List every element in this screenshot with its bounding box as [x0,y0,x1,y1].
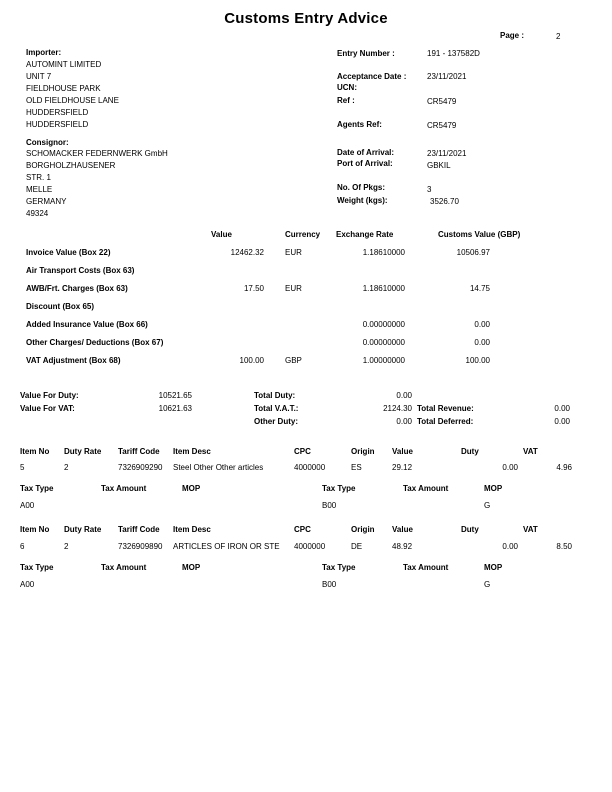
address-line: HUDDERSFIELD [26,120,89,129]
item-header-cpc: CPC [294,525,311,534]
value-for-duty: 10521.65 [158,391,192,400]
item-origin: ES [351,463,362,472]
no-pkgs: 3 [427,185,432,194]
item-header-origin: Origin [351,525,375,534]
row-customs-value: 0.00 [474,320,490,329]
acceptance-date: 23/11/2021 [427,72,467,81]
item-tariff-code: 7326909290 [118,463,163,472]
item-cpc: 4000000 [294,463,326,472]
address-line: STR. 1 [26,173,51,182]
row-customs-value: 0.00 [474,338,490,347]
item-desc: Steel Other Other articles [173,463,264,472]
consignor-address [26,148,168,220]
item-duty-rate: 2 [64,463,69,472]
tax-header-type: Tax Type [322,563,356,572]
total-deferred: 0.00 [554,417,570,426]
item-vat: 8.50 [556,542,572,551]
row-label: Invoice Value (Box 22) [26,248,111,257]
document-title: Customs Entry Advice [224,10,388,27]
item-duty: 0.00 [502,463,518,472]
item-header-item-desc: Item Desc [173,447,211,456]
header-customs-value: Customs Value (GBP) [438,230,521,239]
row-rate: 1.18610000 [362,284,405,293]
item-header-item-no: Item No [20,447,50,456]
tax-header-mop: MOP [182,563,201,572]
address-line: SCHOMACKER FEDERNWERK GmbH [26,149,168,158]
tax-mop: G [484,580,491,589]
item-duty-rate: 2 [64,542,69,551]
item-header-item-no: Item No [20,525,50,534]
item-header-tariff-code: Tariff Code [118,447,160,456]
total-duty: 0.00 [396,391,412,400]
item-header-duty-rate: Duty Rate [64,525,102,534]
row-label: Air Transport Costs (Box 63) [26,266,135,275]
item-header-duty: Duty [461,525,479,534]
address-line: BORGHOLZHAUSENER [26,161,116,170]
row-customs-value: 14.75 [469,284,490,293]
item-header-vat: VAT [523,447,538,456]
item-header-cpc: CPC [294,447,311,456]
item-vat: 4.96 [556,463,572,472]
row-value: 17.50 [243,284,264,293]
item-value: 48.92 [392,542,413,551]
total-duty-label: Total Duty: [254,391,296,400]
page-label: Page : [500,31,525,40]
tax-mop: G [484,501,491,510]
weight: 3526.70 [430,197,459,206]
ref-label: Ref : [337,96,355,105]
tax-header-amount: Tax Amount [101,563,147,572]
value-for-duty-label: Value For Duty: [20,391,79,400]
row-value: 12462.32 [230,248,264,257]
row-rate: 1.18610000 [362,248,405,257]
value-for-vat-label: Value For VAT: [20,404,75,413]
ucn-label: UCN: [337,83,357,92]
header-currency: Currency [285,230,321,239]
item-value: 29.12 [392,463,413,472]
item-origin: DE [351,542,363,551]
importer-label: Importer: [26,48,62,57]
address-line: HUDDERSFIELD [26,108,89,117]
header-exchange-rate: Exchange Rate [336,230,394,239]
date-of-arrival: 23/11/2021 [427,149,467,158]
port-of-arrival: GBKIL [427,161,451,170]
tax-header-mop: MOP [182,484,201,493]
item-cpc: 4000000 [294,542,326,551]
no-pkgs-label: No. Of Pkgs: [337,183,386,192]
item-tariff-code: 7326909890 [118,542,163,551]
row-rate: 0.00000000 [362,320,405,329]
item-no: 5 [20,463,25,472]
item-header-value: Value [392,447,413,456]
tax-header-type: Tax Type [322,484,356,493]
port-of-arrival-label: Port of Arrival: [337,159,393,168]
item-duty: 0.00 [502,542,518,551]
address-line: OLD FIELDHOUSE LANE [26,96,119,105]
total-revenue-label: Total Revenue: [417,404,474,413]
address-line: 49324 [26,209,49,218]
header-value: Value [211,230,232,239]
tax-header-amount: Tax Amount [403,484,449,493]
tax-header-mop: MOP [484,484,503,493]
row-value: 100.00 [239,356,264,365]
date-of-arrival-label: Date of Arrival: [337,148,395,157]
address-line: GERMANY [26,197,67,206]
tax-type: B00 [322,580,337,589]
consignor-label: Consignor: [26,138,69,147]
tax-type: B00 [322,501,337,510]
tax-header-amount: Tax Amount [403,563,449,572]
item-header-value: Value [392,525,413,534]
row-label: Other Charges/ Deductions (Box 67) [26,338,164,347]
other-duty-label: Other Duty: [254,417,298,426]
row-label: Discount (Box 65) [26,302,95,311]
address-line: MELLE [26,185,53,194]
tax-header-type: Tax Type [20,484,54,493]
item-header-vat: VAT [523,525,538,534]
tax-header-type: Tax Type [20,563,54,572]
row-label: VAT Adjustment (Box 68) [26,356,121,365]
acceptance-date-label: Acceptance Date : [337,72,407,81]
item-header-duty: Duty [461,447,479,456]
row-currency: EUR [285,248,302,257]
item-header-item-desc: Item Desc [173,525,211,534]
tax-type: A00 [20,501,35,510]
importer-address [26,59,119,131]
row-currency: GBP [285,356,302,365]
page-number: 2 [556,32,561,41]
entry-number: 191 - 137582D [427,49,480,58]
item-header-tariff-code: Tariff Code [118,525,160,534]
row-rate: 0.00000000 [362,338,405,347]
tax-header-mop: MOP [484,563,503,572]
row-customs-value: 10506.97 [456,248,490,257]
total-vat-label: Total V.A.T.: [254,404,299,413]
address-line: AUTOMINT LIMITED [26,60,102,69]
row-rate: 1.00000000 [362,356,405,365]
agents-ref-value: CR5479 [427,121,457,130]
total-vat: 2124.30 [383,404,412,413]
row-label: AWB/Frt. Charges (Box 63) [26,284,128,293]
row-customs-value: 100.00 [465,356,490,365]
agents-ref-label: Agents Ref: [337,120,382,129]
item-header-duty-rate: Duty Rate [64,447,102,456]
tax-type: A00 [20,580,35,589]
item-header-origin: Origin [351,447,375,456]
other-duty: 0.00 [396,417,412,426]
total-revenue: 0.00 [554,404,570,413]
total-deferred-label: Total Deferred: [417,417,474,426]
weight-label: Weight (kgs): [337,196,388,205]
value-for-vat: 10621.63 [158,404,192,413]
address-line: UNIT 7 [26,72,52,81]
entry-number-label: Entry Number : [337,49,395,58]
item-desc: ARTICLES OF IRON OR STE [173,542,280,551]
ref-value: CR5479 [427,97,457,106]
row-currency: EUR [285,284,302,293]
row-label: Added Insurance Value (Box 66) [26,320,148,329]
tax-header-amount: Tax Amount [101,484,147,493]
address-line: FIELDHOUSE PARK [26,84,101,93]
item-no: 6 [20,542,25,551]
